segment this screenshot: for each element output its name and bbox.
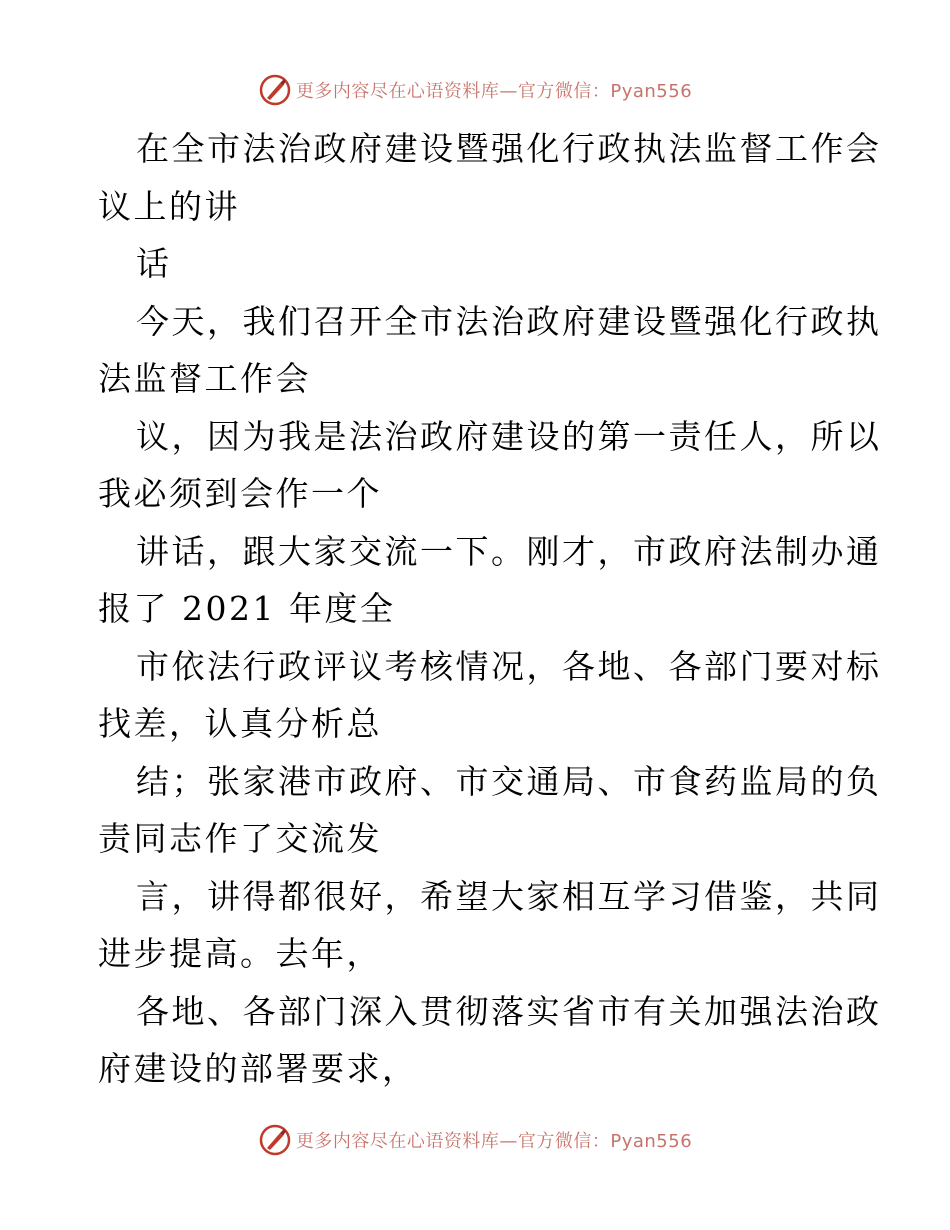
text-line: 报了 2021 年度全 (98, 589, 396, 628)
text-line: 话 (136, 244, 172, 283)
text-line: 今天，我们召开全市法治政府建设暨强化行政执 (136, 301, 882, 341)
text-line: 法监督工作会 (98, 359, 311, 398)
text-line: 议，因为我是法治政府建设的第一责任人，所以 (136, 416, 882, 456)
text-line: 在全市法治政府建设暨强化行政执法监督工作会 (136, 129, 882, 168)
pen-logo-icon (258, 1123, 292, 1157)
pen-logo-icon (258, 73, 292, 107)
text-line: 府建设的部署要求， (98, 1049, 418, 1088)
header-watermark (0, 70, 950, 110)
paragraph (98, 408, 882, 523)
paragraph (98, 638, 882, 753)
text-line: 议上的讲 (98, 186, 240, 226)
text-line: 找差，认真分析总 (98, 704, 382, 743)
paragraph (98, 868, 882, 983)
text-line: 进步提高。去年， (98, 934, 382, 973)
text-line: 各地、各部门深入贯彻落实省市有关加强法治政 (136, 991, 882, 1031)
paragraph-title (98, 120, 882, 235)
paragraph (98, 523, 882, 638)
text-line: 市依法行政评议考核情况，各地、各部门要对标 (136, 646, 882, 686)
paragraph-title-end (98, 235, 858, 293)
watermark-wechat: —官方微信：Pyan556 (499, 1131, 693, 1152)
text-line: 我必须到会作一个 (98, 474, 382, 513)
watermark-wechat: —官方微信：Pyan556 (499, 81, 693, 102)
watermark-text: 更多内容尽在心语资料库 (295, 1131, 500, 1152)
paragraph (98, 293, 882, 408)
text-line: 责同志作了交流发 (98, 819, 382, 858)
text-line: 结；张家港市政府、市交通局、市食药监局的负 (136, 761, 882, 801)
paragraph (98, 753, 882, 868)
watermark-text: 更多内容尽在心语资料库 (295, 81, 500, 102)
paragraph (98, 983, 882, 1098)
document-body (98, 120, 882, 1098)
text-line: 讲话，跟大家交流一下。刚才，市政府法制办通 (136, 531, 882, 571)
footer-watermark (0, 1120, 950, 1160)
text-line: 言，讲得都很好，希望大家相互学习借鉴，共同 (136, 876, 882, 916)
